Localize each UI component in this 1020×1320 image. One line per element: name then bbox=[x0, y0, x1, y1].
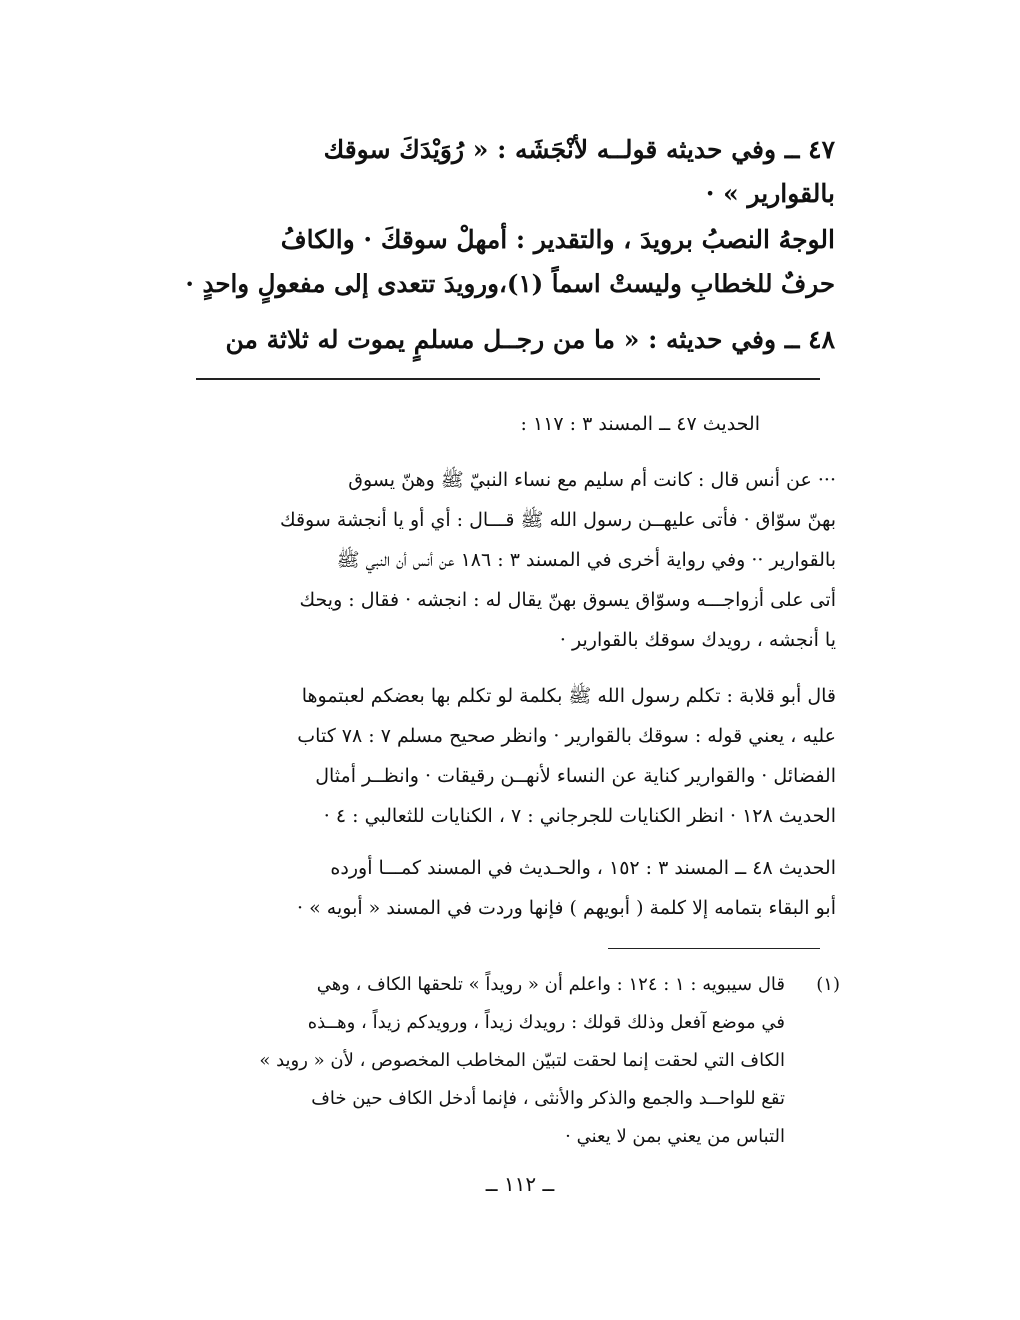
note-hadith-48 bbox=[186, 848, 836, 928]
note-abu-qilaba bbox=[186, 676, 836, 836]
footnote-marker bbox=[790, 966, 840, 1004]
separator-rule bbox=[196, 378, 820, 380]
note-hadith-47-heading bbox=[480, 404, 760, 444]
text-line: ٤٨ ــ وفي حديثه : « ما من رجــل مسلمٍ يموت له ثلاثة من bbox=[225, 325, 835, 354]
paragraph-hadith-47 bbox=[180, 128, 835, 216]
paragraph-hadith-48 bbox=[180, 318, 835, 362]
note-line: بالقوارير ·· وفي رواية أخرى في المسند ٣ : ١٨٦ عن أنس أن النبي ﷺ bbox=[336, 549, 836, 571]
text-line: حرفٌ للخطابِ وليستْ اسماً (١)،ورويدَ تتعدى إلى مفعولٍ واحدٍ · bbox=[185, 269, 835, 298]
text-line: الوجهُ النصبُ برويدَ ، والتقدير : أمهلْ سوقكَ · والكافُ bbox=[280, 225, 835, 254]
footnote-line: قال سيبويه : ١ : ١٢٤ : واعلم أن « رويداً » تلحقها الكاف ، وهي bbox=[316, 974, 785, 995]
footnote-line: تقع للواحــد والجمع والذكر والأنثى ، فإنما أدخل الكاف حين خاف bbox=[311, 1088, 785, 1109]
footnote-line: التباس من يعني بمن لا يعني · bbox=[565, 1126, 785, 1147]
footnote-line: الكاف التي لحقت إنما لحقت لتبيّن المخاطب المخصوص ، لأن « رويد » bbox=[259, 1050, 785, 1071]
footnote-body bbox=[190, 966, 785, 1156]
text-line: بالقوارير » · bbox=[705, 179, 835, 208]
text-line: ٤٧ ــ وفي حديثه قولــه لأنْجَشَه : « رُوَيْدَكَ سوقك bbox=[323, 135, 835, 164]
footnote-separator bbox=[608, 948, 820, 949]
note-line: بهنّ سوّاق · فأتى عليهــن رسول الله ﷺ قـــال : أي أو يا أنجشة سوقك bbox=[279, 509, 836, 531]
note-line: أبو البقاء بتمامه إلا كلمة ( أبويهم ) فإنها وردت في المسند « أبويه » · bbox=[297, 897, 836, 919]
page-number: ــ ١١٢ ــ bbox=[485, 1172, 555, 1196]
paragraph-grammar bbox=[180, 218, 835, 306]
note-line: الحديث ٤٨ ــ المسند ٣ : ١٥٢ ، والحـديث في المسند كمـــا أورده bbox=[330, 857, 836, 879]
note-line: يا أنجشه ، رويدك سوقك بالقوارير · bbox=[559, 629, 836, 651]
note-line: الفضائل · والقوارير كناية عن النساء لأنهــن رقيقات · وانظــر أمثال bbox=[315, 765, 836, 787]
note-line: أتى على أزواجـــه وسوّاق يسوق بهنّ يقال له : انجشه · فقال : ويحك bbox=[299, 589, 836, 611]
note-line: الحديث ١٢٨ · انظر الكنايات للجرجاني : ٧ ، الكنايات للثعالبي : ٤ · bbox=[323, 805, 836, 827]
footnote-number: (١) bbox=[816, 974, 840, 995]
note-line: عليه ، يعني قوله : سوقك بالقوارير · وانظر صحيح مسلم ٧ : ٧٨ كتاب bbox=[297, 725, 836, 747]
note-line: الحديث ٤٧ ــ المسند ٣ : ١١٧ : bbox=[520, 413, 760, 435]
footnote-line: في موضع آفعل وذلك قولك : رويدك زيداً ، ورويدكم زيداً ، وهــذه bbox=[307, 1012, 785, 1033]
note-hadith-47-body bbox=[186, 460, 836, 660]
note-line: قال أبو قلابة : تكلم رسول الله ﷺ بكلمة لو تكلم بها بعضكم لعبتموها bbox=[301, 685, 836, 707]
note-line: ··· عن أنس قال : كانت أم سليم مع نساء النبيّ ﷺ وهنّ يسوق bbox=[348, 469, 836, 491]
